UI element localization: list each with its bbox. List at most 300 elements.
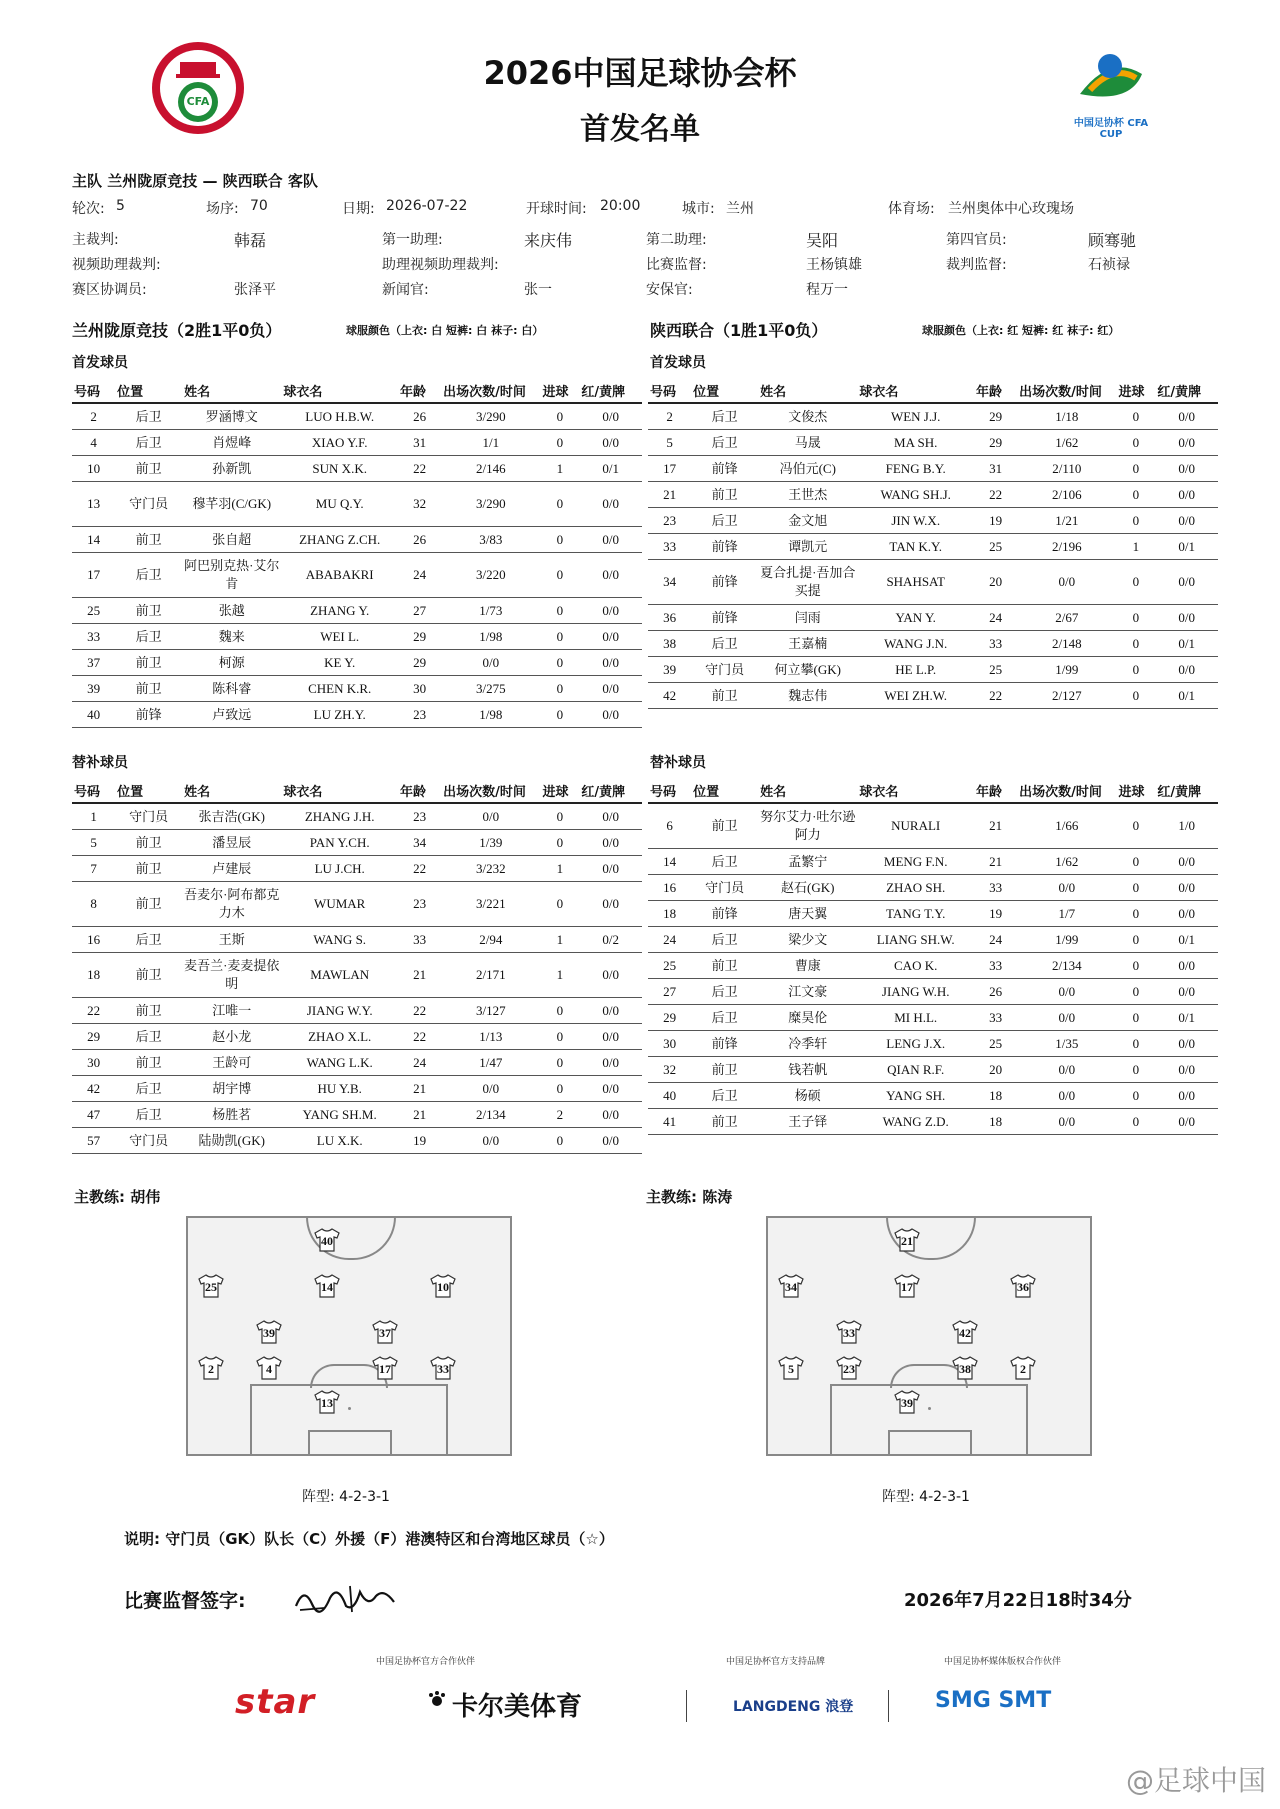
away-subs-heading: 替补球员 (650, 755, 706, 771)
cell-goals: 0 (540, 430, 579, 456)
cell-number: 5 (72, 830, 115, 856)
cell-number: 30 (648, 1031, 691, 1057)
cell-apps: 0/0 (1017, 1109, 1116, 1135)
cell-age: 21 (974, 849, 1017, 875)
cell-age: 33 (974, 1005, 1017, 1031)
cell-goals: 0 (1116, 1083, 1155, 1109)
away-shirt-icon (1010, 1356, 1036, 1380)
kickoff-value: 20:00 (600, 198, 641, 214)
cell-name: 王龄可 (182, 1050, 281, 1076)
date-value: 2026-07-22 (386, 198, 468, 214)
cell-number: 47 (72, 1102, 115, 1128)
cell-cards: 0/1 (1155, 534, 1218, 560)
cell-age: 26 (974, 979, 1017, 1005)
cell-position: 前卫 (691, 1109, 758, 1135)
home-sub-row (72, 1076, 642, 1102)
cell-name: 文俊杰 (758, 403, 857, 430)
cell-position: 前卫 (115, 856, 182, 882)
column-header-number: 号码 (72, 378, 115, 403)
page-title: 2026中国足球协会杯 (483, 54, 797, 92)
cell-number: 1 (72, 803, 115, 830)
cell-age: 21 (398, 953, 441, 998)
cell-goals: 0 (540, 598, 579, 624)
cell-shirt-name: FENG B.Y. (857, 456, 974, 482)
supervisor-signature (290, 1578, 400, 1618)
cell-shirt-name: WEI ZH.W. (857, 683, 974, 709)
city-value: 兰州 (726, 201, 754, 217)
cell-age: 29 (398, 650, 441, 676)
cell-goals: 0 (1116, 1057, 1155, 1083)
home-shirt-icon (372, 1356, 398, 1380)
cell-name: 卢建辰 (182, 856, 281, 882)
column-header-cards: 红/黄牌 (1155, 778, 1218, 803)
cell-shirt-name: MU Q.Y. (281, 482, 398, 527)
cell-name: 魏志伟 (758, 683, 857, 709)
home-starter-row (72, 598, 642, 624)
cell-apps: 3/290 (441, 403, 540, 430)
away-starter-row (648, 534, 1218, 560)
cell-number: 17 (648, 456, 691, 482)
cell-goals: 0 (1116, 657, 1155, 683)
cell-apps: 1/18 (1017, 403, 1116, 430)
venue-label: 体育场: (888, 201, 935, 217)
cell-apps: 0/0 (1017, 875, 1116, 901)
shirt-number: 39 (901, 1396, 913, 1410)
cell-goals: 0 (1116, 1109, 1155, 1135)
home-starter-row (72, 553, 642, 598)
away-sub-row (648, 979, 1218, 1005)
cell-age: 20 (974, 560, 1017, 605)
cell-age: 27 (398, 598, 441, 624)
matchno-label: 场序: (206, 201, 239, 217)
cell-shirt-name: JIN W.X. (857, 508, 974, 534)
cell-age: 33 (398, 927, 441, 953)
cell-cards: 0/0 (579, 650, 642, 676)
column-header-goals: 进球 (540, 378, 579, 403)
cell-apps: 1/35 (1017, 1031, 1116, 1057)
cell-position: 后卫 (691, 430, 758, 456)
away-sub-row (648, 1057, 1218, 1083)
cell-goals: 0 (1116, 927, 1155, 953)
away-starter-row (648, 560, 1218, 605)
cell-cards: 0/1 (1155, 631, 1218, 657)
away-sub-row (648, 927, 1218, 953)
cell-shirt-name: SHAHSAT (857, 560, 974, 605)
cell-position: 前锋 (691, 1031, 758, 1057)
cell-goals: 1 (540, 927, 579, 953)
cell-position: 前卫 (115, 1050, 182, 1076)
cell-apps: 3/127 (441, 998, 540, 1024)
cell-name: 王世杰 (758, 482, 857, 508)
cell-name: 马晟 (758, 430, 857, 456)
cell-position: 前卫 (115, 676, 182, 702)
home-subs-heading: 替补球员 (72, 755, 128, 771)
cell-age: 22 (398, 856, 441, 882)
cell-name: 冯伯元(C) (758, 456, 857, 482)
cell-name: 陆勋凯(GK) (182, 1128, 281, 1154)
cell-shirt-name: TAN K.Y. (857, 534, 974, 560)
cell-age: 19 (974, 508, 1017, 534)
home-starter-row (72, 527, 642, 553)
cell-goals: 0 (540, 882, 579, 927)
cell-name: 潘昱辰 (182, 830, 281, 856)
cell-apps: 0/0 (441, 1076, 540, 1102)
cell-cards: 0/0 (579, 803, 642, 830)
supporter-caption: 中国足协杯官方支持品牌 (726, 1657, 826, 1667)
cell-apps: 0/0 (441, 803, 540, 830)
cell-age: 24 (974, 605, 1017, 631)
cell-goals: 0 (540, 650, 579, 676)
cell-age: 18 (974, 1083, 1017, 1109)
cell-position: 前卫 (691, 683, 758, 709)
cell-cards: 0/0 (1155, 403, 1218, 430)
shirt-number: 39 (263, 1326, 275, 1340)
cell-apps: 1/13 (441, 1024, 540, 1050)
home-sub-row (72, 856, 642, 882)
column-header-apps: 出场次数/时间 (441, 378, 540, 403)
cell-age: 26 (398, 527, 441, 553)
cell-number: 27 (648, 979, 691, 1005)
cell-name: 闫雨 (758, 605, 857, 631)
cell-name: 魏来 (182, 624, 281, 650)
cell-age: 30 (398, 676, 441, 702)
cell-goals: 0 (540, 702, 579, 728)
away-starter-row (648, 657, 1218, 683)
cell-shirt-name: ZHANG J.H. (281, 803, 398, 830)
cell-position: 后卫 (691, 508, 758, 534)
cell-position: 守门员 (115, 482, 182, 527)
cell-apps: 1/73 (441, 598, 540, 624)
cell-shirt-name: MAWLAN (281, 953, 398, 998)
cell-shirt-name: ZHANG Z.CH. (281, 527, 398, 553)
shirt-number: 17 (901, 1280, 913, 1294)
cell-shirt-name: WEN J.J. (857, 403, 974, 430)
cell-cards: 0/1 (1155, 927, 1218, 953)
column-header-cards: 红/黄牌 (579, 378, 642, 403)
coordinator-value: 张泽平 (234, 282, 276, 298)
cell-cards: 0/0 (579, 430, 642, 456)
cell-apps: 1/99 (1017, 927, 1116, 953)
cell-name: 糜昊伦 (758, 1005, 857, 1031)
cell-number: 17 (72, 553, 115, 598)
cell-number: 5 (648, 430, 691, 456)
cell-apps: 0/0 (441, 1128, 540, 1154)
cell-goals: 0 (1116, 1031, 1155, 1057)
coordinator-label: 赛区协调员: (72, 282, 147, 298)
cell-name: 赵小龙 (182, 1024, 281, 1050)
cell-name: 陈科睿 (182, 676, 281, 702)
cell-age: 22 (398, 456, 441, 482)
cell-age: 24 (398, 553, 441, 598)
cell-number: 42 (648, 683, 691, 709)
supervisor-label: 比赛监督: (646, 257, 707, 273)
cell-position: 前卫 (691, 803, 758, 849)
shirt-number: 34 (785, 1280, 797, 1294)
away-shirt-icon (894, 1390, 920, 1414)
cell-cards: 0/1 (1155, 683, 1218, 709)
cell-shirt-name: WANG L.K. (281, 1050, 398, 1076)
cell-cards: 0/0 (1155, 1109, 1218, 1135)
away-team-name: 陕西联合（1胜1平0负） (650, 321, 828, 340)
cell-goals: 0 (540, 803, 579, 830)
cell-cards: 0/0 (579, 1102, 642, 1128)
cell-age: 22 (974, 683, 1017, 709)
cell-age: 34 (398, 830, 441, 856)
column-header-shirt-name: 球衣名 (281, 778, 398, 803)
cell-name: 曹康 (758, 953, 857, 979)
cell-age: 25 (974, 1031, 1017, 1057)
cell-cards: 0/0 (579, 882, 642, 927)
away-shirt-icon (1010, 1274, 1036, 1298)
home-sub-row (72, 1050, 642, 1076)
cell-position: 前卫 (691, 953, 758, 979)
away-sub-row (648, 1005, 1218, 1031)
shirt-number: 38 (959, 1362, 971, 1376)
home-shirt-icon (198, 1356, 224, 1380)
cell-name: 努尔艾力·吐尔逊阿力 (758, 803, 857, 849)
cell-position: 前锋 (691, 605, 758, 631)
cell-number: 25 (72, 598, 115, 624)
cell-name: 王斯 (182, 927, 281, 953)
venue-value: 兰州奥体中心玫瑰场 (948, 201, 1074, 217)
press-officer-value: 张一 (524, 282, 552, 298)
away-shirt-icon (836, 1356, 862, 1380)
kickoff-label: 开球时间: (526, 201, 587, 217)
cell-number: 41 (648, 1109, 691, 1135)
cell-position: 前卫 (691, 482, 758, 508)
cell-name: 孟繁宁 (758, 849, 857, 875)
star-logo: star (235, 1682, 316, 1722)
home-coach: 主教练: 胡伟 (74, 1188, 161, 1206)
cell-name: 张吉浩(GK) (182, 803, 281, 830)
cell-number: 29 (72, 1024, 115, 1050)
cell-apps: 1/98 (441, 624, 540, 650)
away-shirt-icon (952, 1356, 978, 1380)
cell-name: 冷季轩 (758, 1031, 857, 1057)
home-shirt-icon (314, 1390, 340, 1414)
home-formation-pitch (186, 1216, 512, 1456)
home-formation-label: 阵型: 4-2-3-1 (302, 1489, 390, 1505)
cell-number: 7 (72, 856, 115, 882)
cell-apps: 1/21 (1017, 508, 1116, 534)
cell-cards: 0/0 (579, 998, 642, 1024)
cell-goals: 0 (540, 1076, 579, 1102)
shirt-number: 25 (205, 1280, 217, 1294)
away-shirt-icon (894, 1274, 920, 1298)
away-starter-row (648, 430, 1218, 456)
cell-cards: 0/0 (579, 527, 642, 553)
cell-shirt-name: NURALI (857, 803, 974, 849)
cell-apps: 0/0 (1017, 560, 1116, 605)
home-starters-table (72, 378, 642, 728)
home-shirt-icon (314, 1274, 340, 1298)
shirt-number: 17 (379, 1362, 391, 1376)
shirt-number: 23 (843, 1362, 855, 1376)
cell-apps: 2/67 (1017, 605, 1116, 631)
smg-logo: SMG SMT (935, 1688, 1052, 1713)
cell-cards: 0/0 (579, 830, 642, 856)
column-header-name: 姓名 (758, 378, 857, 403)
cell-number: 39 (72, 676, 115, 702)
partner-caption: 中国足协杯官方合作伙伴 (376, 1657, 476, 1667)
cell-position: 前卫 (115, 953, 182, 998)
home-starter-row (72, 624, 642, 650)
ar2-value: 吴阳 (806, 231, 839, 250)
cell-age: 19 (398, 1128, 441, 1154)
shirt-number: 21 (901, 1234, 913, 1248)
column-header-apps: 出场次数/时间 (1017, 778, 1116, 803)
cell-age: 25 (974, 657, 1017, 683)
cell-age: 31 (398, 430, 441, 456)
column-header-goals: 进球 (1116, 378, 1155, 403)
away-formation-label: 阵型: 4-2-3-1 (882, 1489, 970, 1505)
column-header-position: 位置 (115, 778, 182, 803)
home-starter-row (72, 482, 642, 527)
cell-shirt-name: HE L.P. (857, 657, 974, 683)
cell-name: 孙新凯 (182, 456, 281, 482)
cell-age: 20 (974, 1057, 1017, 1083)
away-sub-row (648, 849, 1218, 875)
cell-cards: 0/0 (579, 598, 642, 624)
cell-goals: 0 (1116, 430, 1155, 456)
cell-cards: 0/0 (1155, 979, 1218, 1005)
cell-position: 后卫 (691, 849, 758, 875)
cell-number: 25 (648, 953, 691, 979)
cell-goals: 0 (1116, 849, 1155, 875)
home-starter-row (72, 676, 642, 702)
cell-cards: 0/0 (579, 1128, 642, 1154)
cell-shirt-name: YANG SH. (857, 1083, 974, 1109)
cell-apps: 0/0 (1017, 1005, 1116, 1031)
cell-number: 8 (72, 882, 115, 927)
cell-name: 梁少文 (758, 927, 857, 953)
cell-cards: 0/0 (579, 553, 642, 598)
cell-goals: 1 (540, 456, 579, 482)
away-starter-row (648, 508, 1218, 534)
referee-value: 韩磊 (234, 231, 267, 250)
cell-apps: 2/196 (1017, 534, 1116, 560)
shirt-number: 13 (321, 1396, 333, 1410)
cell-number: 14 (72, 527, 115, 553)
cell-cards: 0/0 (1155, 875, 1218, 901)
home-sub-row (72, 882, 642, 927)
cell-goals: 0 (540, 1050, 579, 1076)
cell-apps: 0/0 (1017, 979, 1116, 1005)
away-starter-row (648, 456, 1218, 482)
cell-goals: 0 (540, 998, 579, 1024)
home-kit-colors: 球服颜色（上衣: 白 短裤: 白 袜子: 白） (346, 324, 544, 337)
cell-cards: 0/0 (579, 482, 642, 527)
away-starter-row (648, 482, 1218, 508)
cell-shirt-name: XIAO Y.F. (281, 430, 398, 456)
cell-name: 张越 (182, 598, 281, 624)
cell-number: 21 (648, 482, 691, 508)
cell-age: 26 (398, 403, 441, 430)
cell-goals: 0 (1116, 508, 1155, 534)
cell-number: 42 (72, 1076, 115, 1102)
cell-number: 30 (72, 1050, 115, 1076)
ref-supervisor-label: 裁判监督: (946, 257, 1007, 273)
cell-number: 18 (72, 953, 115, 998)
cell-position: 后卫 (691, 403, 758, 430)
cell-position: 后卫 (115, 403, 182, 430)
cell-apps: 2/171 (441, 953, 540, 998)
cell-shirt-name: ABABAKRI (281, 553, 398, 598)
away-starters-heading: 首发球员 (650, 355, 706, 371)
cell-name: 江唯一 (182, 998, 281, 1024)
cell-shirt-name: WANG SH.J. (857, 482, 974, 508)
cell-number: 24 (648, 927, 691, 953)
kelme-paw-icon (428, 1690, 446, 1708)
cell-shirt-name: YAN Y. (857, 605, 974, 631)
cell-position: 后卫 (691, 1083, 758, 1109)
cell-cards: 0/0 (579, 856, 642, 882)
cell-age: 31 (974, 456, 1017, 482)
cell-shirt-name: JIANG W.Y. (281, 998, 398, 1024)
column-header-number: 号码 (72, 778, 115, 803)
cell-goals: 0 (540, 553, 579, 598)
round-value: 5 (116, 198, 125, 214)
cell-goals: 0 (540, 1128, 579, 1154)
cell-age: 21 (398, 1076, 441, 1102)
cell-age: 22 (974, 482, 1017, 508)
cell-apps: 2/134 (1017, 953, 1116, 979)
cell-goals: 0 (540, 830, 579, 856)
cell-number: 14 (648, 849, 691, 875)
cell-number: 6 (648, 803, 691, 849)
cell-shirt-name: WANG J.N. (857, 631, 974, 657)
watermark: @足球中国 (1125, 1764, 1266, 1797)
away-sub-row (648, 803, 1218, 849)
home-sub-row (72, 1102, 642, 1128)
cell-goals: 0 (1116, 803, 1155, 849)
cell-goals: 1 (540, 856, 579, 882)
shirt-number: 42 (959, 1326, 971, 1340)
cell-cards: 0/0 (1155, 1083, 1218, 1109)
shirt-number: 14 (321, 1280, 333, 1294)
cell-cards: 0/0 (1155, 560, 1218, 605)
cell-number: 36 (648, 605, 691, 631)
cell-goals: 1 (540, 953, 579, 998)
cell-apps: 0/0 (1017, 1057, 1116, 1083)
home-sub-row (72, 803, 642, 830)
cell-name: 何立攀(GK) (758, 657, 857, 683)
cell-goals: 0 (540, 482, 579, 527)
away-formation-pitch (766, 1216, 1092, 1456)
cell-age: 33 (974, 875, 1017, 901)
cell-shirt-name: CHEN K.R. (281, 676, 398, 702)
column-header-position: 位置 (115, 378, 182, 403)
press-officer-label: 新闻官: (382, 282, 429, 298)
cell-apps: 2/148 (1017, 631, 1116, 657)
column-header-age: 年龄 (398, 378, 441, 403)
away-kit-colors: 球服颜色（上衣: 红 短裤: 红 袜子: 红） (922, 324, 1120, 337)
cell-number: 10 (72, 456, 115, 482)
cell-age: 23 (398, 803, 441, 830)
cell-apps: 2/94 (441, 927, 540, 953)
cell-shirt-name: LU J.CH. (281, 856, 398, 882)
home-sub-row (72, 830, 642, 856)
cell-cards: 0/0 (1155, 482, 1218, 508)
away-shirt-icon (836, 1320, 862, 1344)
cell-name: 肖煜峰 (182, 430, 281, 456)
column-header-name: 姓名 (182, 378, 281, 403)
cell-number: 2 (648, 403, 691, 430)
cell-name: 麦吾兰·麦麦提依明 (182, 953, 281, 998)
cell-age: 18 (974, 1109, 1017, 1135)
cell-name: 穆芊羽(C/GK) (182, 482, 281, 527)
cell-goals: 0 (540, 527, 579, 553)
